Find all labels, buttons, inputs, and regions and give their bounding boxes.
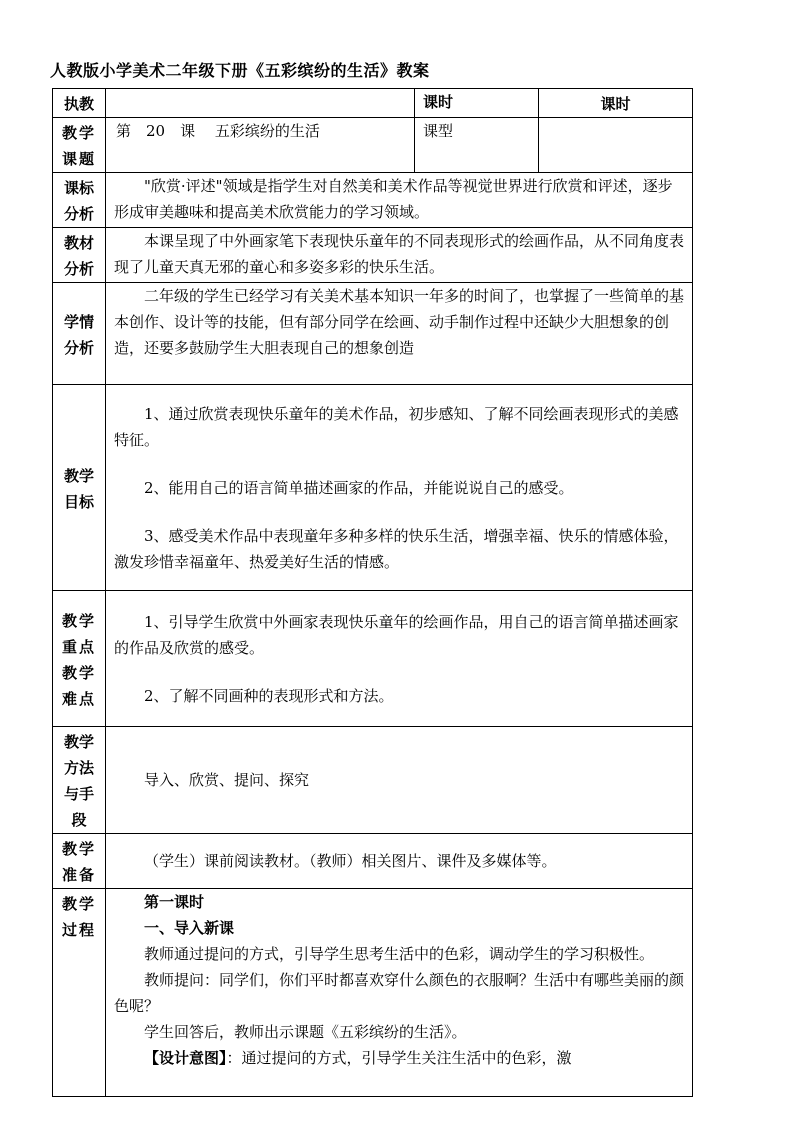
topic-value bbox=[106, 118, 415, 173]
prep-label-text: 教学准备 bbox=[62, 840, 97, 884]
topic-label-text: 教学课题 bbox=[62, 124, 97, 168]
teacher-value bbox=[106, 89, 415, 118]
period-label-2: 课时 bbox=[539, 89, 693, 118]
students-text: 二年级的学生已经学习有关美术基本知识一年多的时间了，也掌握了一些简单的基本创作、设计等的技能，但有部分同学在绘画、动手制作过程中还缺少大胆想象的创造，还要多鼓励学生大胆表现自己的想象创造 bbox=[114, 287, 685, 357]
goals-label bbox=[53, 385, 106, 591]
lesson-type-value bbox=[539, 118, 693, 173]
process-label bbox=[53, 889, 106, 1097]
students-label bbox=[53, 283, 106, 385]
goal-item-1: 1、通过欣赏表现快乐童年的美术作品，初步感知、了解不同绘画表现形式的美感特征。 bbox=[114, 404, 679, 449]
process-para-2: 教师提问：同学们，你们平时都喜欢穿什么颜色的衣服啊？生活中有哪些美丽的颜色呢？ bbox=[114, 971, 685, 1015]
key-label bbox=[53, 591, 106, 727]
prep-text: （学生）课前阅读教材。（教师）相关图片、课件及多媒体等。 bbox=[144, 852, 557, 870]
method-text: 导入、欣赏、提问、探究 bbox=[144, 771, 310, 789]
goals-content bbox=[106, 385, 693, 591]
method-row bbox=[53, 727, 693, 834]
teacher-label: 执教 bbox=[53, 89, 106, 118]
key-content bbox=[106, 591, 693, 727]
process-para-3: 学生回答后，教师出示课题《五彩缤纷的生活》。 bbox=[144, 1023, 467, 1041]
standard-row bbox=[53, 173, 693, 228]
prep-label bbox=[53, 834, 106, 889]
goals-label-text: 教学目标 bbox=[63, 466, 94, 511]
material-label bbox=[53, 228, 106, 283]
process-row bbox=[53, 889, 693, 1097]
standard-label-text: 课标分析 bbox=[63, 179, 94, 223]
goal-item-2: 2、能用自己的语言简单描述画家的作品，并能说说自己的感受。 bbox=[144, 478, 574, 497]
material-label-text: 教材分析 bbox=[63, 234, 94, 278]
lesson-plan-table bbox=[52, 88, 693, 1097]
standard-label bbox=[53, 173, 106, 228]
topic-row bbox=[53, 118, 693, 173]
goals-row bbox=[53, 385, 693, 591]
process-label-text: 教学过程 bbox=[62, 895, 97, 939]
standard-content bbox=[106, 173, 693, 228]
prep-content bbox=[106, 834, 693, 889]
topic-label bbox=[53, 118, 106, 173]
process-para-1: 教师通过提问的方式，引导学生思考生活中的色彩，调动学生的学习积极性。 bbox=[144, 945, 655, 963]
key-row bbox=[53, 591, 693, 727]
key-item-1: 1、引导学生欣赏中外画家表现快乐童年的绘画作品，用自己的语言简单描述画家的作品及欣赏的感受。 bbox=[114, 612, 679, 657]
section-heading: 一、导入新课 bbox=[144, 919, 235, 937]
key-item-2: 2、了解不同画种的表现形式和方法。 bbox=[144, 686, 394, 705]
material-text: 本课呈现了中外画家笔下表现快乐童年的不同表现形式的绘画作品，从不同角度表现了儿童天真无邪的童心和多姿多彩的快乐生活。 bbox=[114, 232, 685, 276]
material-content bbox=[106, 228, 693, 283]
lesson-type-label: 课型 bbox=[415, 118, 539, 173]
process-content bbox=[106, 889, 693, 1097]
header-row bbox=[53, 89, 693, 118]
standard-text: "欣赏·评述"领域是指学生对自然美和美术作品等视觉世界进行欣赏和评述，逐步形成审美趣味和提高美术欣赏能力的学习领域。 bbox=[114, 177, 673, 221]
design-intent-text: ：通过提问的方式，引导学生关注生活中的色彩，激 bbox=[226, 1049, 572, 1067]
lesson-heading: 第一课时 bbox=[144, 893, 205, 911]
key-label-text: 教学重点教学难点 bbox=[62, 611, 97, 708]
method-content bbox=[106, 727, 693, 834]
students-label-text: 学情分析 bbox=[63, 312, 94, 357]
prep-row bbox=[53, 834, 693, 889]
design-intent-tag: 【设计意图】 bbox=[144, 1049, 227, 1067]
goal-item-3: 3、感受美术作品中表现童年多种多样的快乐生活，增强幸福、快乐的情感体验，激发珍惜幸福童年、热爱美好生活的情感。 bbox=[114, 526, 679, 571]
method-label-text: 教学方法与手段 bbox=[63, 733, 94, 829]
topic-title: 第 20 课 五彩缤纷的生活 bbox=[116, 122, 320, 140]
period-label: 课时 bbox=[415, 89, 539, 118]
method-label bbox=[53, 727, 106, 834]
students-content bbox=[106, 283, 693, 385]
document-title: 人教版小学美术二年级下册《五彩缤纷的生活》教案 bbox=[50, 61, 430, 80]
design-intent bbox=[114, 1045, 686, 1071]
students-row bbox=[53, 283, 693, 385]
material-row bbox=[53, 228, 693, 283]
